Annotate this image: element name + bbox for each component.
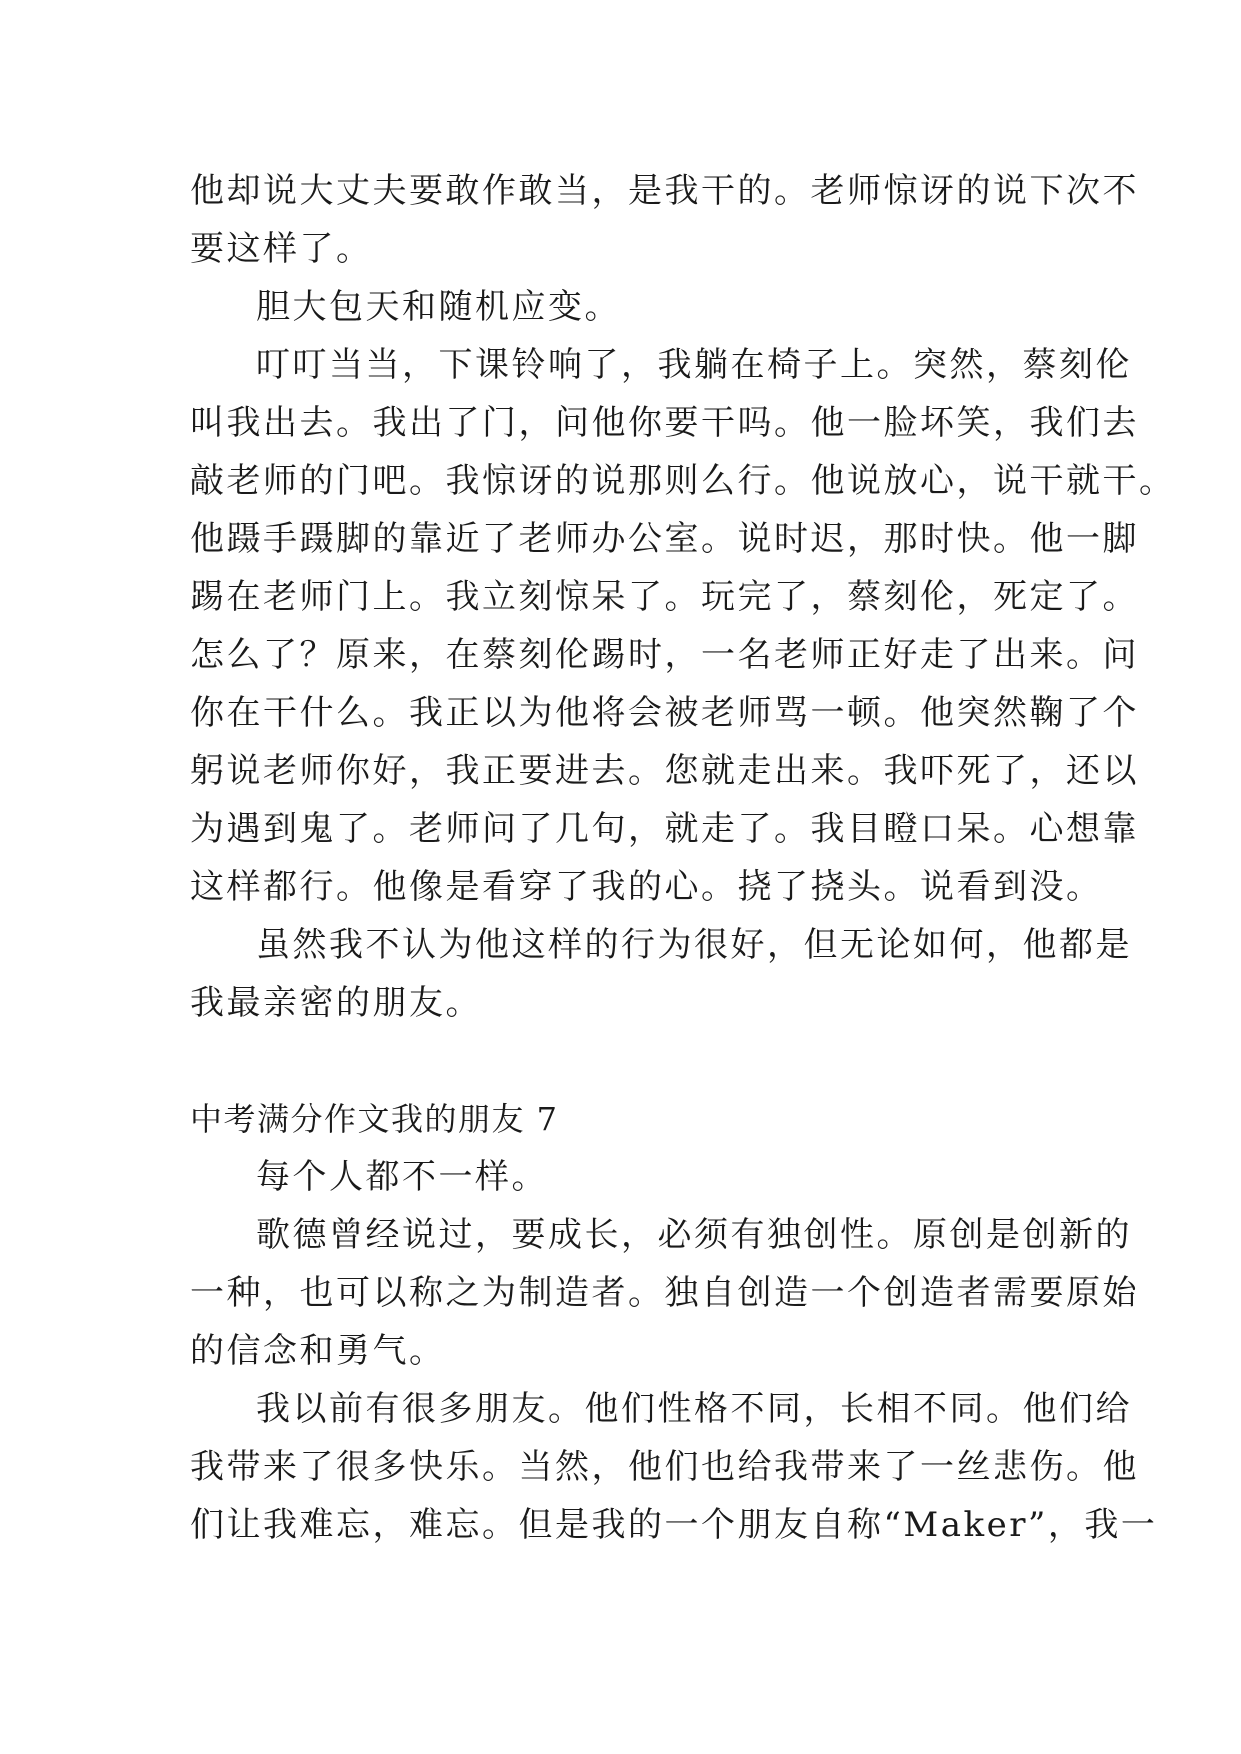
text-line: 他却说大丈夫要敢作敢当，是我干的。老师惊讶的说下次不 [190,171,1139,211]
paragraph-line: 每个人都不一样。 [256,1157,548,1197]
section-heading: 中考满分作文我的朋友 7 [190,1100,559,1138]
text-line: 要这样了。 [190,229,373,269]
paragraph-line: 胆大包天和随机应变。 [256,287,621,327]
text-line: 你在干什么。我正以为他将会被老师骂一顿。他突然鞠了个 [190,693,1139,733]
text-line: 踢在老师门上。我立刻惊呆了。玩完了，蔡刻伦，死定了。 [190,577,1139,617]
text-line: 他蹑手蹑脚的靠近了老师办公室。说时迟，那时快。他一脚 [190,519,1139,559]
text-line: 这样都行。他像是看穿了我的心。挠了挠头。说看到没。 [190,867,1103,907]
text-line: 的信念和勇气。 [190,1331,446,1371]
text-line: 躬说老师你好，我正要进去。您就走出来。我吓死了，还以 [190,751,1139,791]
text-line: 们让我难忘，难忘。但是我的一个朋友自称“Maker”，我一 [190,1505,1158,1545]
text-line: 一种，也可以称之为制造者。独自创造一个创造者需要原始 [190,1273,1139,1313]
text-line: 敲老师的门吧。我惊讶的说那则么行。他说放心，说干就干。 [190,461,1176,501]
section-gap [190,1032,1070,1090]
text-line: 我最亲密的朋友。 [190,983,482,1023]
paragraph-line: 叮叮当当，下课铃响了，我躺在椅子上。突然，蔡刻伦 [256,345,1132,385]
paragraph-line: 我以前有很多朋友。他们性格不同，长相不同。他们给 [256,1389,1132,1429]
text-line: 我带来了很多快乐。当然，他们也给我带来了一丝悲伤。他 [190,1447,1139,1487]
text-line: 怎么了？原来，在蔡刻伦踢时，一名老师正好走了出来。问 [190,635,1139,675]
paragraph-line: 歌德曾经说过，要成长，必须有独创性。原创是创新的 [256,1215,1132,1255]
text-line: 叫我出去。我出了门，问他你要干吗。他一脸坏笑，我们去 [190,403,1139,443]
text-line: 为遇到鬼了。老师问了几句，就走了。我目瞪口呆。心想靠 [190,809,1139,849]
paragraph-line: 虽然我不认为他这样的行为很好，但无论如何，他都是 [256,925,1132,965]
article-body [190,162,1176,1554]
